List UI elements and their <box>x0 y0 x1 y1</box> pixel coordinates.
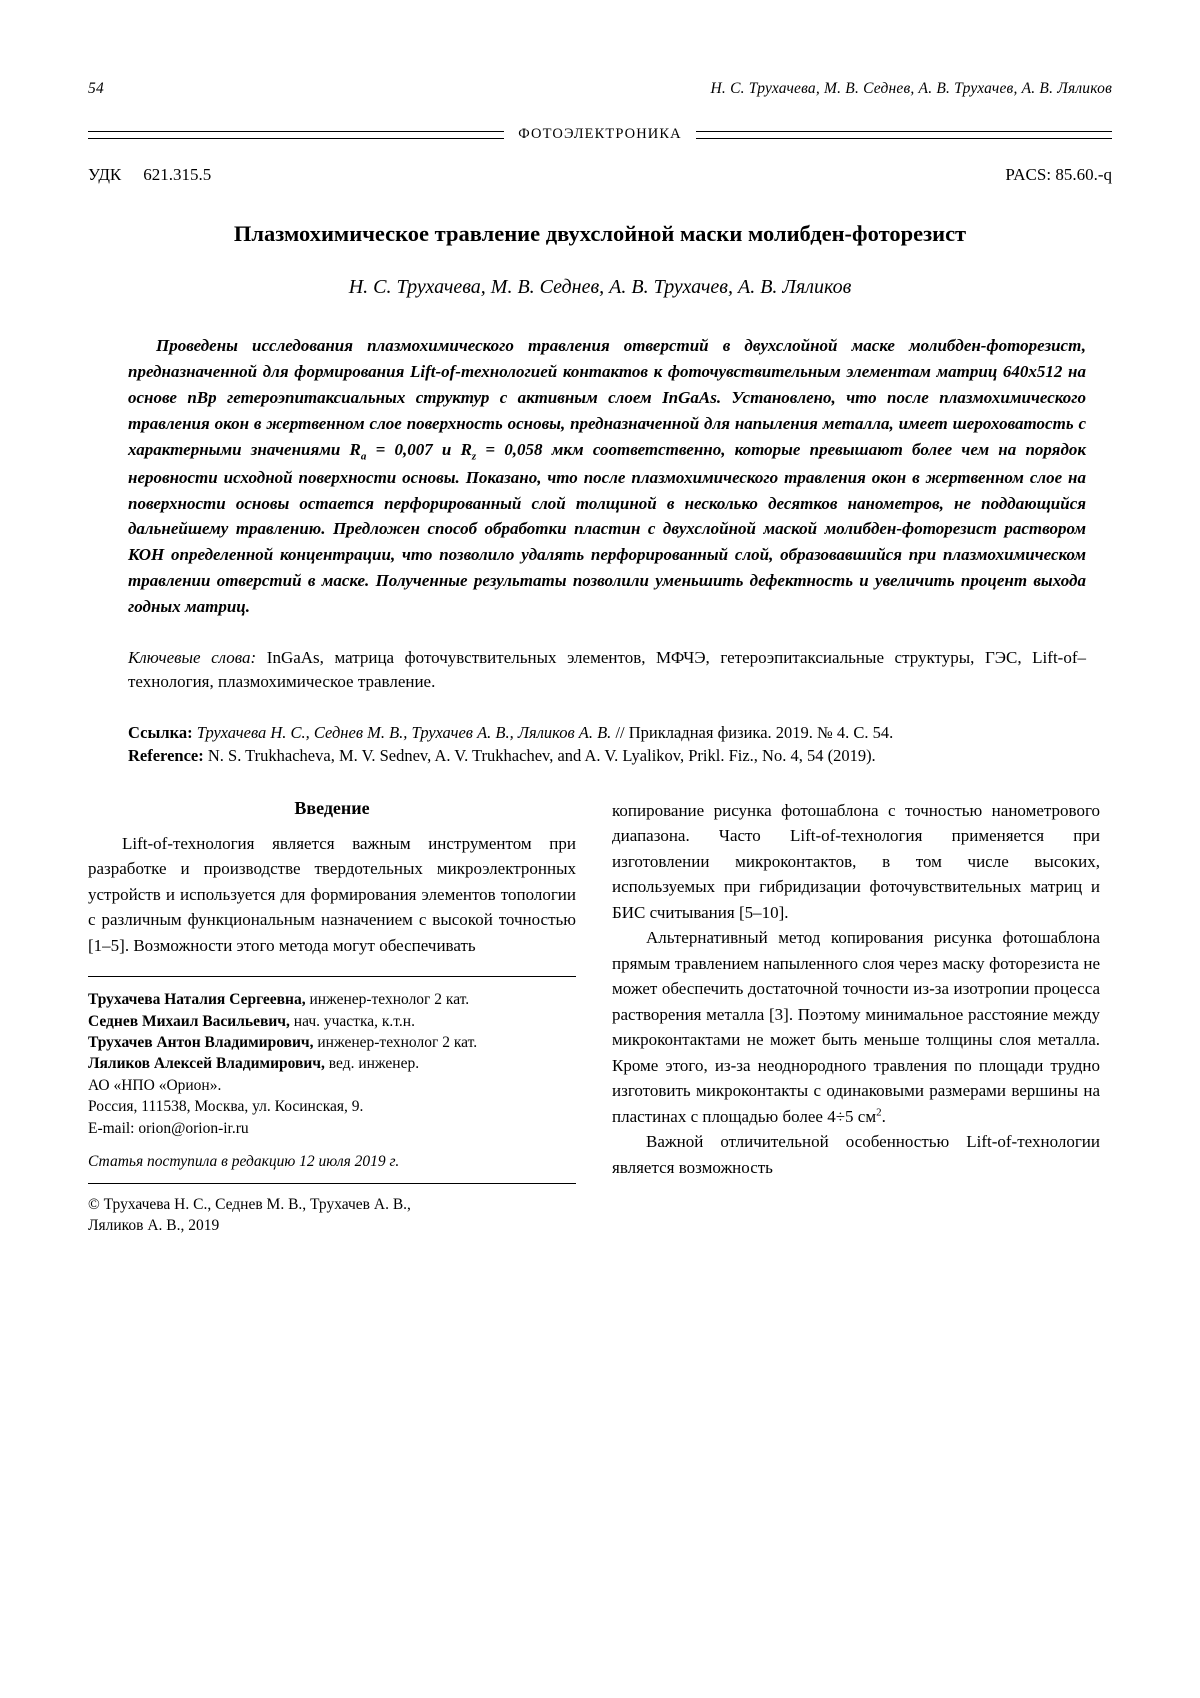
body-columns <box>88 798 1112 1237</box>
footnote-affiliation: АО «НПО «Орион». <box>88 1076 222 1094</box>
page-title: Плазмохимическое травление двухслойной маски молибден-фоторезист <box>233 221 967 246</box>
citation-en-text: N. S. Trukhacheva, M. V. Sednev, A. V. Trukhachev, and A. V. Lyalikov, Prikl. Fiz., No. 4, 54 (2019). <box>207 746 876 766</box>
footnote-email-label: E-mail: <box>88 1119 139 1137</box>
paragraph-text: Альтернативный метод копирования рисунка фотошаблона прямым травлением напыленного слоя через маску фоторезиста не может обеспечить достаточной точности из-за изотропии процесса растворения металла [3]. Поэтому минимальное расстояние между микроконтактами не может быть меньше толщины слоя металла. Кроме этого, из-за неоднородного травления по площади трудно изготовить микроконтакты с одинаковыми размерами вершины на пластинах с площадью более 4÷5 см <box>612 928 1100 1126</box>
author-byline: Н. С. Трухачева, М. В. Седнев, А. В. Трухачев, А. В. Ляликов <box>348 276 852 299</box>
section-heading-introduction: Введение <box>294 797 370 818</box>
citation-en-label: Reference: <box>128 746 204 766</box>
copyright-line: Ляликов А. В., 2019 <box>88 1217 220 1235</box>
copyright-divider <box>88 1183 576 1184</box>
footnote-email-value[interactable]: orion@orion-ir.ru <box>138 1119 249 1137</box>
citation-block <box>128 721 1086 768</box>
column-left <box>88 798 576 1237</box>
citation-en <box>128 744 1086 767</box>
running-head <box>88 80 1112 98</box>
footnote-received-date: Статья поступила в редакцию 12 июля 2019 г. <box>88 1152 400 1170</box>
section-bar <box>88 126 1112 143</box>
classification-codes <box>88 165 1112 185</box>
footnote-address: Россия, 111538, Москва, ул. Косинская, 9. <box>88 1098 364 1116</box>
footnote-author-name: Седнев Михаил Васильевич, <box>88 1012 290 1030</box>
footnote-author-name: Ляликов Алексей Владимирович, <box>88 1055 325 1073</box>
footnote-authors <box>88 989 576 1139</box>
running-head-authors: Н. С. Трухачева, М. В. Седнев, А. В. Трухачев, А. В. Ляликов <box>710 80 1112 97</box>
copyright-line: © Трухачева Н. С., Седнев М. В., Трухачев А. В., <box>88 1195 411 1213</box>
keywords <box>128 646 1086 695</box>
paragraph: Lift-of-технология является важным инструментом при разработке и производстве твердотельных микроэлектронных устройств и используется для формирования элементов топологии с различным функциональным назначением с высокой точностью [1–5]. Возможности этого метода могут обеспечивать <box>88 833 576 955</box>
footnote-author <box>88 1032 576 1053</box>
footnote-author-name: Трухачева Наталия Сергеевна, <box>88 991 306 1009</box>
section-title: ФОТОЭЛЕКТРОНИКА <box>518 126 682 142</box>
keywords-label: Ключевые слова: <box>128 647 257 667</box>
footnote-author <box>88 1053 576 1074</box>
copyright-notice <box>88 1194 576 1237</box>
citation-ru-authors: Трухачева Н. С., Седнев М. В., Трухачев А. В., Ляликов А. В. <box>196 722 612 742</box>
citation-ru-label: Ссылка: <box>128 722 193 742</box>
paragraph: Важной отличительной особенностью Lift-of-технологии является возможность <box>612 1132 1100 1177</box>
pacs-code: PACS: 85.60.-q <box>1005 165 1112 184</box>
paragraph: копирование рисунка фотошаблона с точностью нанометрового диапазона. Часто Lift-of-технология применяется при изготовлении микроконтактов, в том числе высоких, используемых при гибридизации фоточувствительных матриц и БИС считывания [5–10]. <box>612 800 1100 922</box>
footnote-author <box>88 989 576 1010</box>
page-number: 54 <box>88 80 104 97</box>
column-right <box>612 798 1100 1237</box>
footnote-author-role: вед. инженер. <box>324 1055 420 1073</box>
citation-ru-rest: // Прикладная физика. 2019. № 4. С. 54. <box>611 722 894 742</box>
footnote-author <box>88 1011 576 1032</box>
footnote-author-role: инженер-технолог 2 кат. <box>305 991 470 1009</box>
rule-left <box>88 131 504 139</box>
footnote-author-role: инженер-технолог 2 кат. <box>313 1034 478 1052</box>
footnote-author-name: Трухачев Антон Владимирович, <box>88 1034 314 1052</box>
superscript-exponent: 2 <box>876 1106 882 1119</box>
udc-value: 621.315.5 <box>143 165 212 184</box>
udc <box>88 165 211 185</box>
paragraph <box>612 925 1100 1129</box>
rule-right <box>696 131 1112 139</box>
udc-label: УДК <box>88 165 122 184</box>
footnote-divider <box>88 976 576 977</box>
footnote-author-role: нач. участка, к.т.н. <box>289 1012 415 1030</box>
abstract: Проведены исследования плазмохимического травления отверстий в двухслойной маске молибден-фоторезист, предназначенной для формирования Lift-of-технологией контактов к фоточувствительным элементам матриц 640х512 на основе nBp гетероэпитаксиальных структур с активным слоем InGaAs. Установлено, что после плазмохимического травления окон в жертвенном слое поверхность основы, предназначенной для напыления металла, имеет шероховатость с характерными значениями $R_a = 0,007$ и $R_z = 0,058$ мкм соответственно, которые превышают более чем на порядок неровности исходной поверхности основы. Показано, что после плазмохимического травления окон в жертвенном слое на поверхности основы остается перфорированный слой толщиной в несколько десятков нанометров, не поддающийся дальнейшему травлению. Предложен способ обработки пластин с двухслойной маской молибден-фоторезист раствором КОН определенной концентрации, что позволило удалять перфорированный слой, образовавшийся при плазмохимическом травлении отверстий в маске. Полученные результаты позволили уменьшить дефектность и увеличить процент выхода годных матриц. <box>128 336 1086 616</box>
citation-ru <box>128 721 1086 744</box>
paragraph-tail: . <box>881 1106 886 1126</box>
footnote-email <box>88 1118 576 1139</box>
keywords-list: InGaAs, матрица фоточувствительных элементов, МФЧЭ, гетероэпитаксиальные структуры, ГЭС, Lift-of–технология, плазмохимическое травление. <box>128 647 1086 692</box>
